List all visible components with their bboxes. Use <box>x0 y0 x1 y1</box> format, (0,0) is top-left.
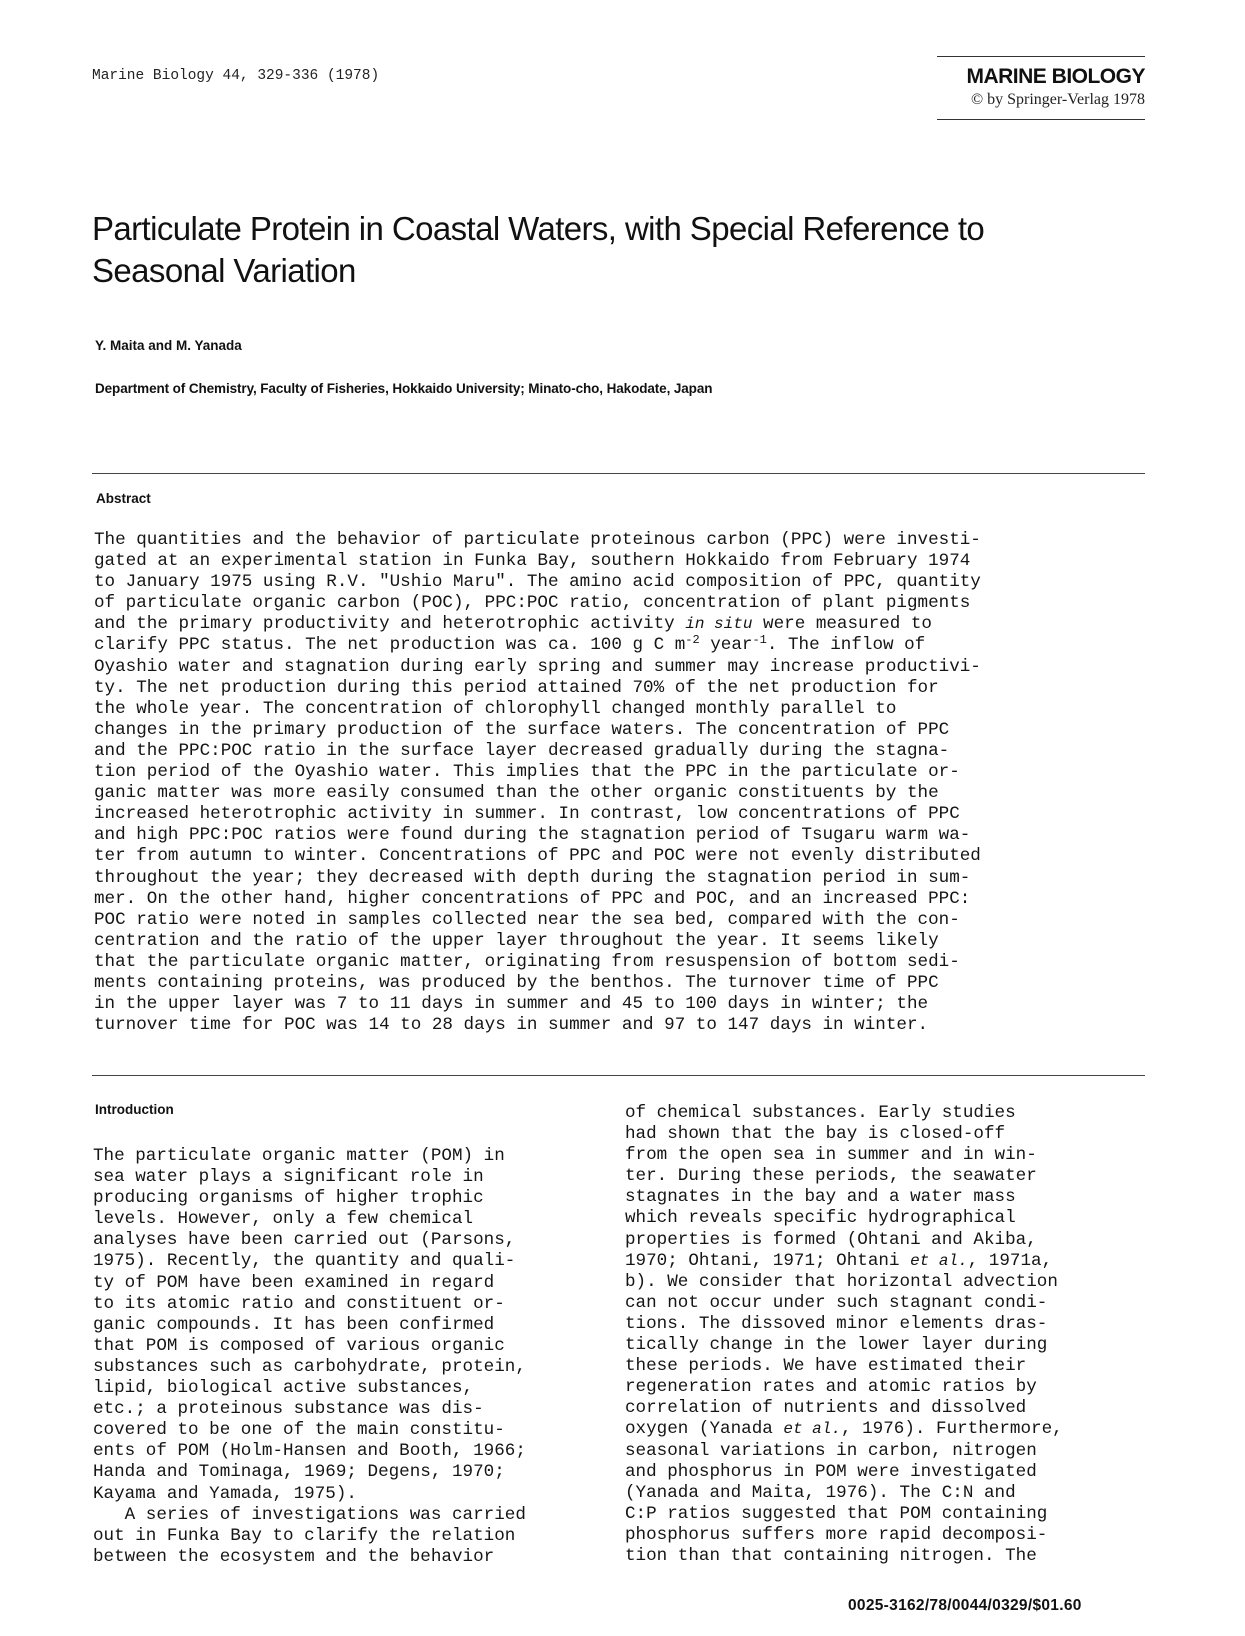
abstract-line: The quantities and the behavior of particulate proteinous carbon (PPC) were investi- <box>94 530 981 550</box>
abstract-line: POC ratio were noted in samples collected near the sea bed, compared with the con- <box>94 909 960 930</box>
introduction-right-column <box>625 1103 1145 1567</box>
abstract-line: ments containing proteins, was produced by the benthos. The turnover time of PPC <box>94 972 939 993</box>
body-line <box>625 1251 1145 1272</box>
abstract-line <box>94 635 1154 656</box>
article-title <box>92 208 1092 292</box>
body-line: correlation of nutrients and dissolved <box>625 1398 1027 1419</box>
abstract-line: ter from autumn to winter. Concentrations of PPC and POC were not evenly distributed <box>94 846 981 867</box>
body-line: ter. During these periods, the seawater <box>625 1166 1037 1187</box>
body-line: etc.; a proteinous substance was dis- <box>93 1399 484 1420</box>
abstract-line: Oyashio water and stagnation during early spring and summer may increase productivi- <box>94 656 981 677</box>
body-line: b). We consider that horizontal advection <box>625 1271 1058 1292</box>
body-line: ents of POM (Holm-Hansen and Booth, 1966; <box>93 1441 526 1462</box>
italic-term: et al. <box>783 1420 841 1439</box>
abstract-line: ty. The net production during this period attained 70% of the net production for <box>94 677 939 698</box>
body-line: Kayama and Yamada, 1975). <box>93 1483 357 1504</box>
body-line: producing organisms of higher trophic <box>93 1188 484 1209</box>
body-line: of chemical substances. Early studies <box>625 1103 1016 1123</box>
body-line: 1975). Recently, the quantity and quali- <box>93 1251 516 1272</box>
body-line: (Yanada and Maita, 1976). The C:N and <box>625 1482 1016 1503</box>
title-line: Particulate Protein in Coastal Waters, with Special Reference to <box>92 210 985 247</box>
text-run: clarify PPC status. The net production was ca. 100 g C m <box>94 635 686 656</box>
introduction-left-column <box>93 1146 613 1568</box>
body-line: A series of investigations was carried <box>93 1504 526 1525</box>
body-line: regeneration rates and atomic ratios by <box>625 1377 1037 1398</box>
body-line: tically change in the lower layer during <box>625 1335 1048 1356</box>
abstract-line: changes in the primary production of the surface waters. The concentration of PPC <box>94 719 950 740</box>
italic-term: in situ <box>685 615 753 634</box>
abstract-line: of particulate organic carbon (POC), PPC:POC ratio, concentration of plant pigments <box>94 593 971 614</box>
superscript: -2 <box>685 633 700 648</box>
text-run: 1970; Ohtani, 1971; Ohtani <box>625 1250 911 1271</box>
body-line: tions. The dissoved minor elements dras- <box>625 1313 1048 1334</box>
abstract-line: gated at an experimental station in Funka Bay, southern Hokkaido from February 1974 <box>94 551 971 572</box>
journal-masthead <box>937 56 1145 120</box>
abstract-line: increased heterotrophic activity in summer. In contrast, low concentrations of PPC <box>94 804 960 825</box>
abstract-line: the whole year. The concentration of chlorophyll changed monthly parallel to <box>94 698 897 719</box>
abstract-line: centration and the ratio of the upper layer throughout the year. It seems likely <box>94 930 939 951</box>
abstract-line <box>94 614 1154 635</box>
body-line: properties is formed (Ohtani and Akiba, <box>625 1229 1037 1250</box>
body-line: covered to be one of the main constitu- <box>93 1420 505 1441</box>
body-line: to its atomic ratio and constituent or- <box>93 1293 505 1314</box>
body-line: can not occur under such stagnant condi- <box>625 1292 1048 1313</box>
body-line: had shown that the bay is closed-off <box>625 1124 1006 1145</box>
abstract-line: and high PPC:POC ratios were found during the stagnation period of Tsugaru warm wa- <box>94 825 971 846</box>
text-run: , 1971a, <box>967 1250 1053 1271</box>
running-head: Marine Biology 44, 329-336 (1978) <box>92 68 380 84</box>
text-run: year <box>699 635 753 656</box>
italic-term: et al. <box>910 1251 968 1270</box>
body-line: levels. However, only a few chemical <box>93 1209 474 1230</box>
body-line: out in Funka Bay to clarify the relation <box>93 1525 516 1546</box>
abstract-line: that the particulate organic matter, originating from resuspension of bottom sedi- <box>94 951 960 972</box>
abstract-line: throughout the year; they decreased with depth during the stagnation period in sum- <box>94 867 971 888</box>
abstract-line: tion period of the Oyashio water. This implies that the PPC in the particulate or- <box>94 762 960 783</box>
abstract-heading: Abstract <box>96 491 151 506</box>
body-line: from the open sea in summer and in win- <box>625 1145 1037 1166</box>
title-line: Seasonal Variation <box>92 252 356 289</box>
body-line: stagnates in the bay and a water mass <box>625 1187 1016 1208</box>
body-line: ganic compounds. It has been confirmed <box>93 1314 495 1335</box>
abstract-line: in the upper layer was 7 to 11 days in summer and 45 to 100 days in winter; the <box>94 994 929 1015</box>
abstract-line: to January 1975 using R.V. "Ushio Maru". The amino acid composition of PPC, quantity <box>94 572 981 593</box>
superscript: -1 <box>752 633 767 648</box>
abstract-body <box>94 530 1154 1036</box>
article-code: 0025-3162/78/0044/0329/$01.60 <box>848 1597 1082 1614</box>
journal-name: MARINE BIOLOGY <box>966 65 1145 88</box>
authors: Y. Maita and M. Yanada <box>95 338 242 353</box>
body-line: between the ecosystem and the behavior <box>93 1546 495 1567</box>
text-run: were measured to <box>752 614 932 635</box>
body-line: that POM is composed of various organic <box>93 1335 505 1356</box>
body-line: substances such as carbohydrate, protein, <box>93 1356 526 1377</box>
text-run: . The inflow of <box>766 635 926 656</box>
body-line: and phosphorus in POM were investigated <box>625 1461 1037 1482</box>
text-run: oxygen (Yanada <box>625 1419 784 1440</box>
abstract-line: turnover time for POC was 14 to 28 days in summer and 97 to 147 days in winter. <box>94 1015 929 1036</box>
body-line: analyses have been carried out (Parsons, <box>93 1230 516 1251</box>
body-line: phosphorus suffers more rapid decomposi- <box>625 1524 1048 1545</box>
text-run: , 1976). Furthermore, <box>840 1419 1063 1440</box>
abstract-line: ganic matter was more easily consumed than the other organic constituents by the <box>94 783 939 804</box>
body-line <box>625 1419 1145 1440</box>
body-line: Handa and Tominaga, 1969; Degens, 1970; <box>93 1462 505 1483</box>
body-line: which reveals specific hydrographical <box>625 1208 1016 1229</box>
section-divider <box>92 1075 1145 1076</box>
copyright-notice: © by Springer-Verlag 1978 <box>970 91 1145 108</box>
section-divider <box>92 473 1145 474</box>
body-line: tion than that containing nitrogen. The <box>625 1545 1037 1566</box>
body-line: lipid, biological active substances, <box>93 1378 474 1399</box>
body-line: The particulate organic matter (POM) in <box>93 1146 505 1166</box>
text-run: and the primary productivity and heterotrophic activity <box>94 614 686 635</box>
body-line: ty of POM have been examined in regard <box>93 1272 495 1293</box>
body-line: these periods. We have estimated their <box>625 1356 1027 1377</box>
introduction-heading: Introduction <box>95 1102 174 1117</box>
abstract-line: and the PPC:POC ratio in the surface layer decreased gradually during the stagna- <box>94 740 950 761</box>
body-line: sea water plays a significant role in <box>93 1167 484 1188</box>
body-line: C:P ratios suggested that POM containing <box>625 1503 1048 1524</box>
body-line: seasonal variations in carbon, nitrogen <box>625 1440 1037 1461</box>
abstract-line: mer. On the other hand, higher concentrations of PPC and POC, and an increased PPC: <box>94 888 971 909</box>
affiliation: Department of Chemistry, Faculty of Fisheries, Hokkaido University; Minato-cho, Hakodate, Japan <box>95 381 713 396</box>
